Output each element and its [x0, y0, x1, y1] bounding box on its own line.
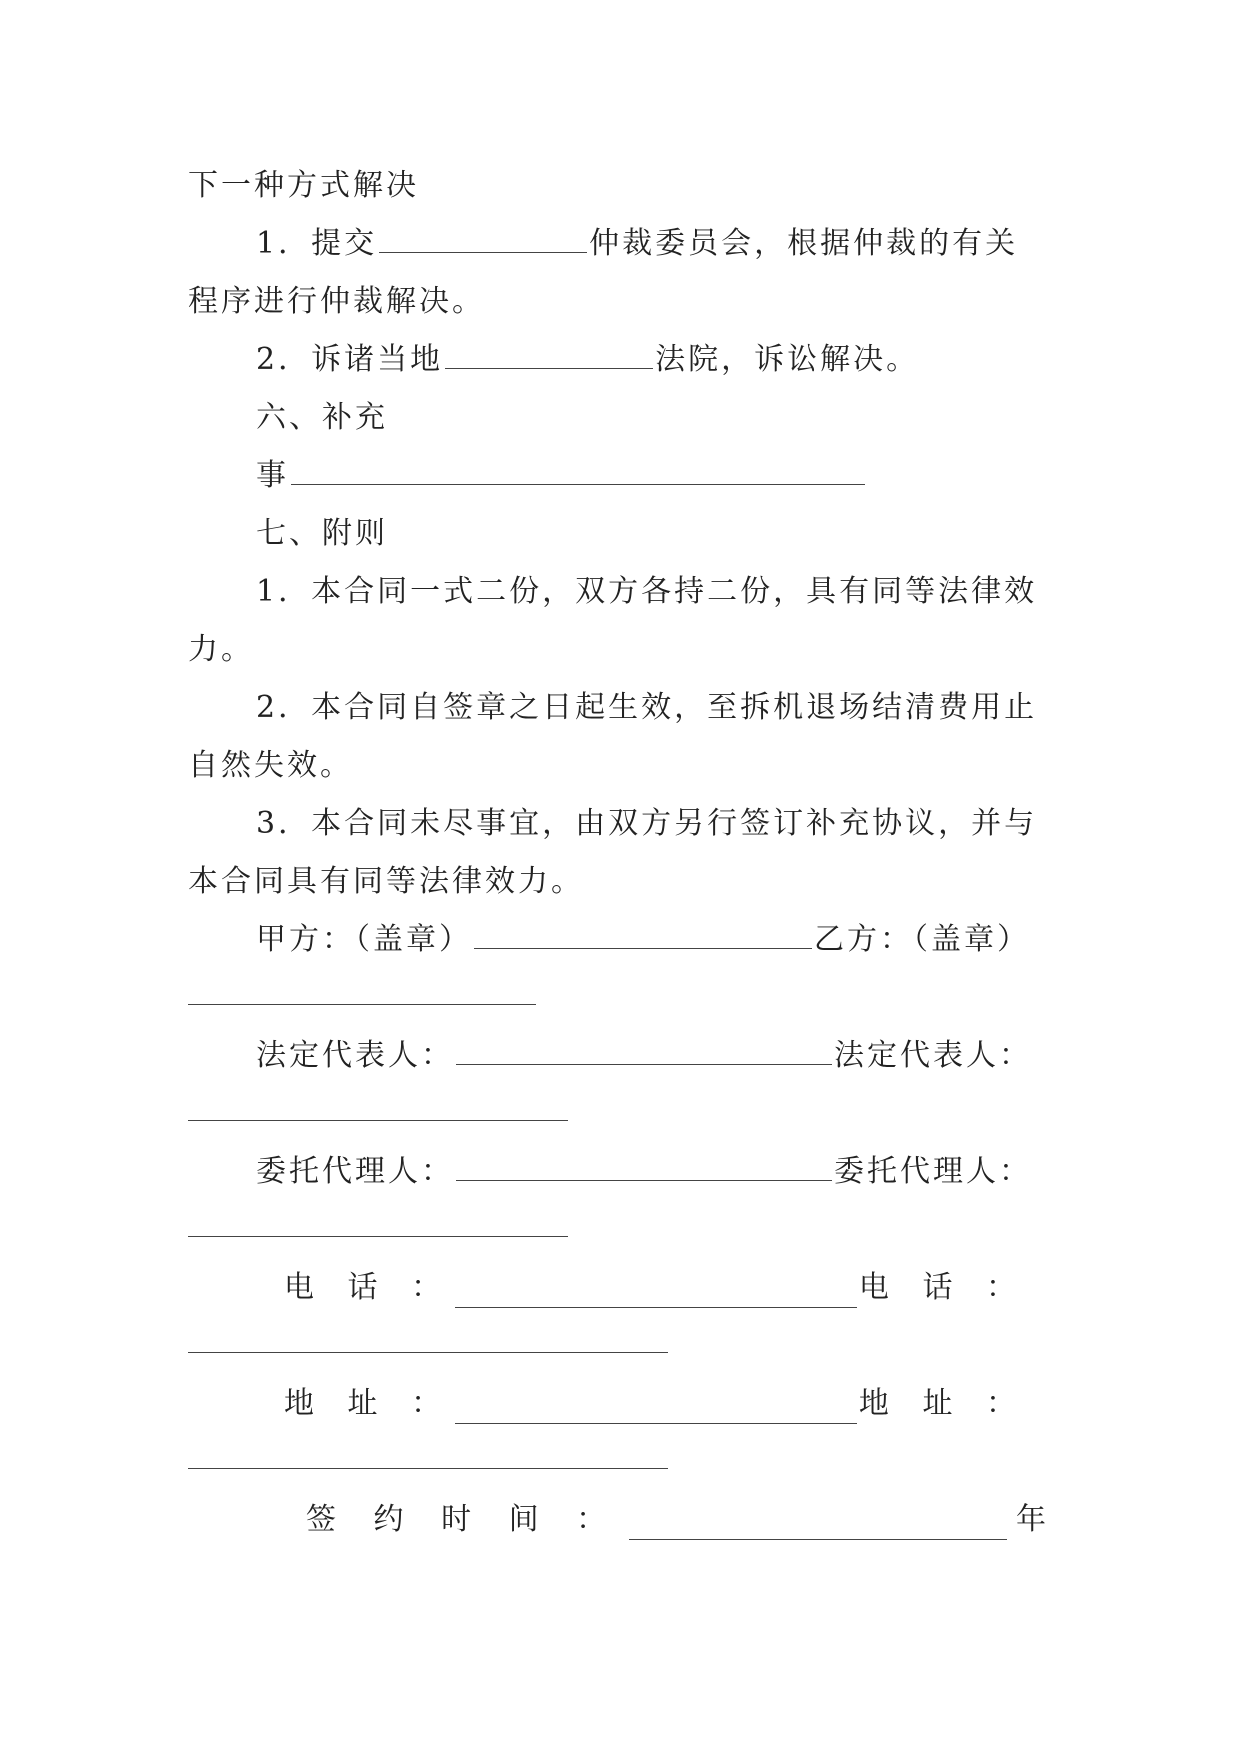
legal-rep-a-blank[interactable]: [456, 1036, 832, 1065]
party-b-label: 乙方：（盖章）: [814, 922, 1030, 957]
text-segment: 事: [256, 458, 289, 493]
text-line: 3．本合同未尽事宜，由双方另行签订补充协议，并与: [256, 806, 1038, 841]
signature-party-row: [256, 920, 1058, 960]
sign-year-blank[interactable]: [629, 1511, 1007, 1540]
sign-time-label: 签 约 时 间 ：: [306, 1502, 621, 1537]
address-row: [284, 1384, 1028, 1424]
section-heading-supplement: 六、补充: [256, 400, 388, 435]
legal-rep-row: [256, 1036, 1058, 1076]
address-a-label: 地 址 ：: [284, 1386, 454, 1421]
party-a-label: 甲方：（盖章）: [256, 922, 472, 957]
address-b-blank[interactable]: [188, 1468, 668, 1469]
address-b-label: 地 址 ：: [858, 1386, 1028, 1421]
text-segment: 2．诉诸当地: [256, 342, 444, 377]
text-line: 下一种方式解决: [188, 168, 419, 203]
agent-b-blank[interactable]: [188, 1236, 568, 1237]
supplement-matters: [256, 456, 1058, 496]
agent-row: [256, 1152, 1058, 1192]
text-segment: 仲裁委员会，根据仲裁的有关: [589, 226, 1019, 261]
text-line: 自然失效。: [188, 748, 353, 783]
text-line: 本合同具有同等法律效力。: [188, 864, 584, 899]
legal-rep-b-label: 法定代表人：: [834, 1038, 1032, 1073]
litigation-clause: [256, 340, 1058, 380]
phone-a-label: 电 话 ：: [284, 1270, 454, 1305]
sign-time-row: [306, 1500, 1046, 1540]
section-heading-annex: 七、附则: [256, 516, 388, 551]
text-line: 1．本合同一式二份，双方各持二份，具有同等法律效: [256, 574, 1038, 609]
phone-b-label: 电 话 ：: [858, 1270, 1028, 1305]
agent-b-label: 委托代理人：: [834, 1154, 1032, 1189]
address-a-blank[interactable]: [455, 1395, 857, 1424]
phone-row: [284, 1268, 1028, 1308]
phone-a-blank[interactable]: [455, 1279, 857, 1308]
agent-a-label: 委托代理人：: [256, 1154, 454, 1189]
legal-rep-a-label: 法定代表人：: [256, 1038, 454, 1073]
party-a-blank[interactable]: [474, 920, 812, 949]
agent-a-blank[interactable]: [456, 1152, 832, 1181]
party-b-blank[interactable]: [188, 1004, 536, 1005]
arbitration-committee-blank[interactable]: [379, 224, 587, 253]
court-blank[interactable]: [445, 340, 653, 369]
text-segment: 1．提交: [256, 226, 378, 261]
phone-b-blank[interactable]: [188, 1352, 668, 1353]
text-segment: 法院，诉讼解决。: [655, 342, 920, 377]
legal-rep-b-blank[interactable]: [188, 1120, 568, 1121]
arbitration-clause: [256, 224, 1058, 264]
year-label: 年: [1016, 1502, 1046, 1537]
text-line: 2．本合同自签章之日起生效，至拆机退场结清费用止: [256, 690, 1038, 725]
text-line: 力。: [188, 632, 254, 667]
supplement-blank[interactable]: [291, 456, 865, 485]
text-line: 程序进行仲裁解决。: [188, 284, 485, 319]
